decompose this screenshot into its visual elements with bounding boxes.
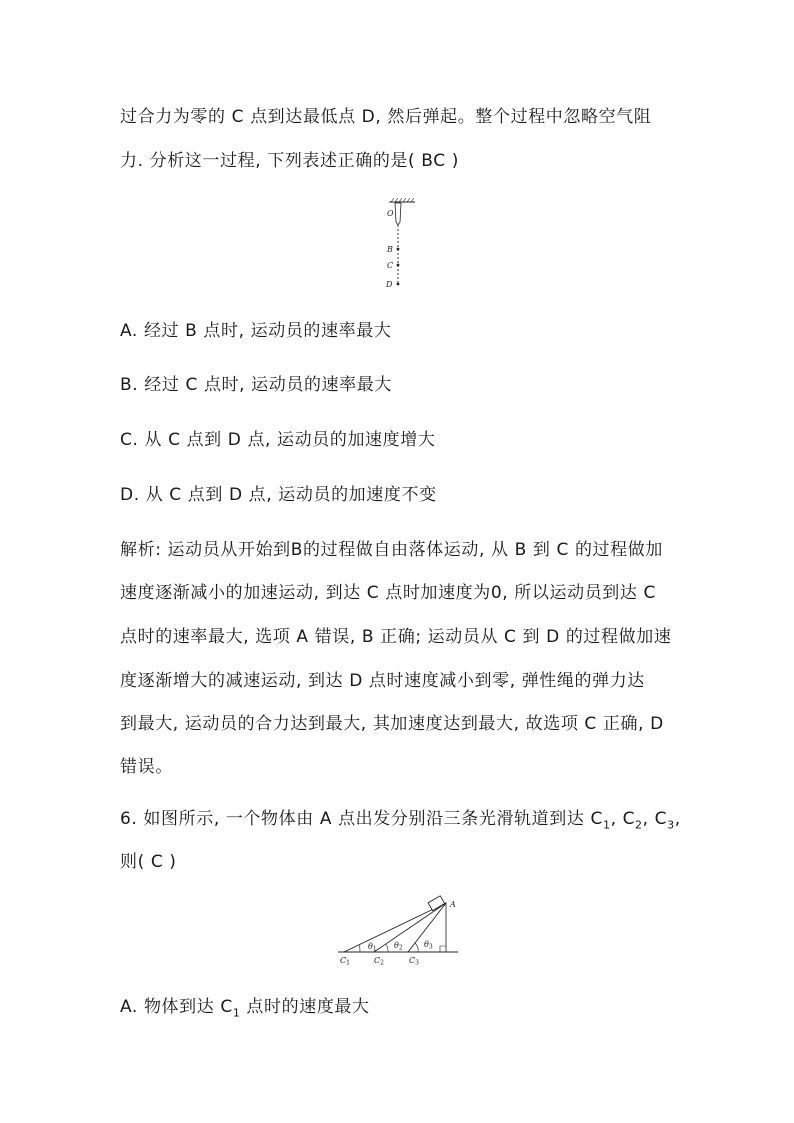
q5-option-a: A. 经过 B 点时, 运动员的速率最大: [120, 321, 392, 341]
q6-sub-1: 1: [602, 818, 611, 832]
label-c2: C2: [374, 956, 384, 967]
q5-stem-line-2: 力. 分析这一过程, 下列表述正确的是( BC ): [120, 151, 459, 171]
label-b: B: [387, 245, 393, 254]
label-c: C: [387, 261, 394, 270]
q6-stem-line-1: [120, 808, 681, 836]
inclines-figure: [330, 893, 470, 971]
q6-sub-2: 2: [635, 818, 643, 832]
q5-option-b: B. 经过 C 点时, 运动员的速率最大: [120, 375, 392, 395]
q5-stem-line-1: 过合力为零的 C 点到达最低点 D, 然后弹起。整个过程中忽略空气阻: [120, 107, 652, 127]
label-d: D: [386, 280, 393, 289]
analysis-line-1: 解析: 运动员从开始到B的过程做自由落体运动, 从 B 到 C 的过程做加: [120, 540, 663, 560]
analysis-line-2: 速度逐渐减小的加速运动, 到达 C 点时加速度为0, 所以运动员到达 C: [120, 583, 656, 603]
label-theta3: θ3: [424, 940, 433, 951]
q6-sub-3: 3: [667, 818, 675, 832]
analysis-line-5: 到最大, 运动员的合力达到最大, 其加速度达到最大, 故选项 C 正确, D: [120, 714, 664, 734]
q6-option-a-prefix: A. 物体到达 C: [120, 997, 233, 1017]
q6-stem-end: ,: [674, 809, 681, 829]
label-c1: C1: [340, 956, 350, 967]
bungee-figure: [380, 198, 420, 290]
analysis-line-4: 度逐渐增大的减速运动, 到达 D 点时速度减小到零, 弹性绳的弹力达: [120, 671, 645, 691]
q5-option-d: D. 从 C 点到 D 点, 运动员的加速度不变: [120, 485, 437, 505]
analysis-line-3: 点时的速率最大, 选项 A 错误, B 正确; 运动员从 C 到 D 的过程做加速: [120, 627, 672, 647]
label-c3: C3: [409, 956, 419, 967]
label-theta2: θ2: [394, 941, 403, 952]
q5-option-c: C. 从 C 点到 D 点, 运动员的加速度增大: [120, 430, 436, 450]
q6-option-a-suffix: 点时的速度最大: [240, 997, 370, 1017]
q6-sep-1: , C: [610, 809, 636, 829]
label-o: O: [387, 209, 394, 218]
q6-sep-2: , C: [642, 809, 668, 829]
q6-option-a: [120, 996, 370, 1024]
label-theta1: θ1: [368, 942, 377, 953]
analysis-line-6: 错误。: [120, 757, 173, 777]
q6-answer-line: 则( C ): [120, 852, 177, 872]
label-a: A: [450, 900, 456, 909]
q6-option-a-sub: 1: [232, 1006, 241, 1020]
q6-stem-prefix: 6. 如图所示, 一个物体由 A 点出发分别沿三条光滑轨道到达 C: [120, 809, 603, 829]
